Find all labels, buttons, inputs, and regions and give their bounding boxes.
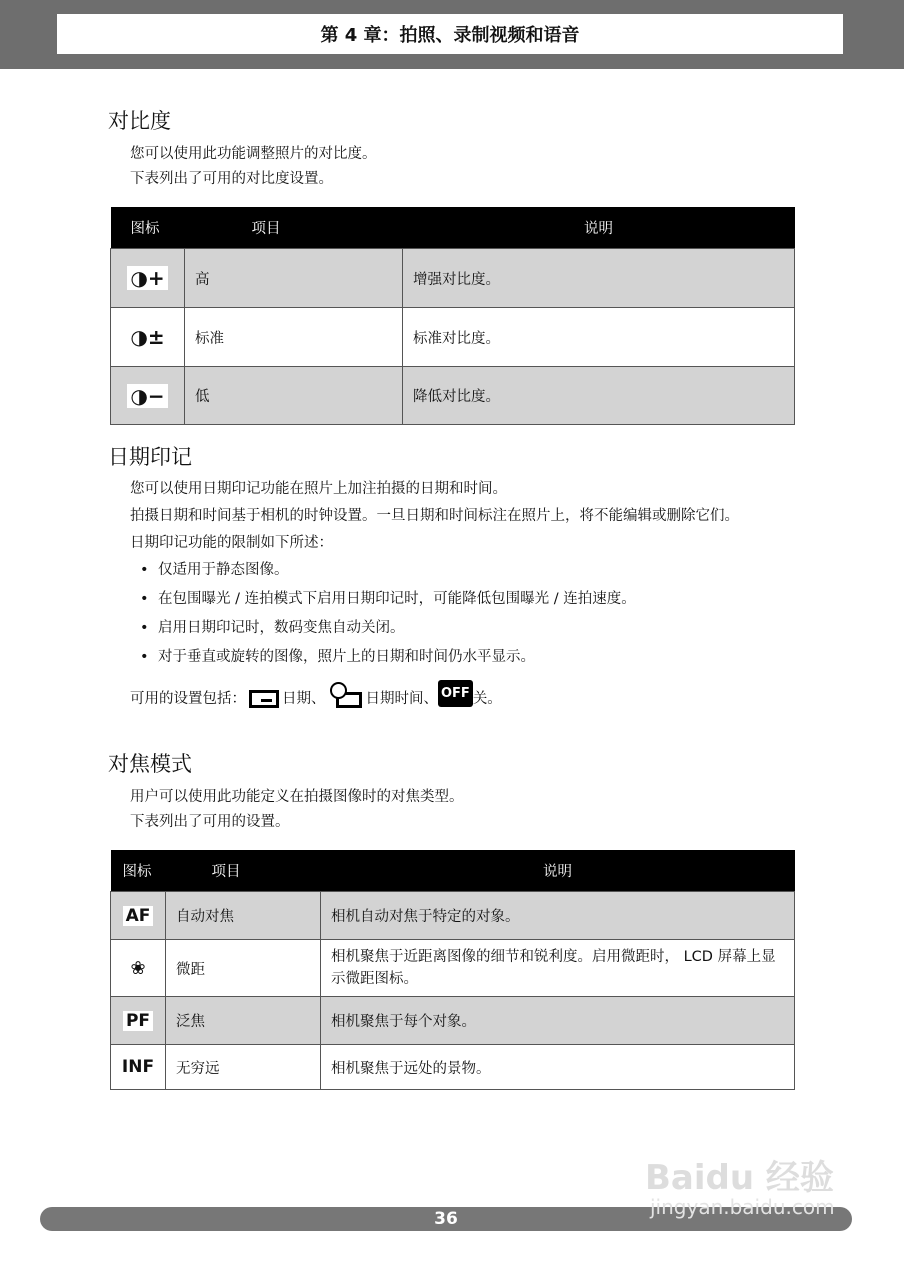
contrast-intro xyxy=(130,142,377,192)
table-row xyxy=(111,249,795,308)
desc: 相机聚焦于远处的景物。 xyxy=(321,1045,795,1090)
section-title-contrast: 对比度 xyxy=(108,109,171,133)
text-line: 下表列出了可用的设置。 xyxy=(130,814,290,830)
col-header: 图标 xyxy=(111,850,166,892)
infinity-icon: INF xyxy=(119,1057,157,1077)
macro-icon: ❀ xyxy=(127,958,148,979)
desc: 相机聚焦于近距离图像的细节和锐利度。启用微距时， LCD 屏幕上显示微距图标。 xyxy=(321,940,795,997)
text: 日期时间、 xyxy=(365,691,438,707)
watermark-url: jingyan.baidu.com xyxy=(650,1195,835,1219)
item: 高 xyxy=(185,249,403,308)
section-title-datestamp: 日期印记 xyxy=(108,445,192,469)
text-line: 用户可以使用此功能定义在拍摄图像时的对焦类型。 xyxy=(130,789,464,805)
col-header: 项目 xyxy=(166,850,321,892)
table-row xyxy=(111,367,795,425)
bullet-item: • 在包围曝光 / 连拍模式下启用日期印记时，可能降低包围曝光 / 连拍速度。 xyxy=(130,585,790,614)
text-line: 日期印记功能的限制如下所述： xyxy=(130,535,333,551)
contrast-high-icon: ◑+ xyxy=(127,266,167,290)
desc: 相机自动对焦于特定的对象。 xyxy=(321,892,795,940)
datetime-icon xyxy=(330,682,362,708)
item: 无穷远 xyxy=(166,1045,321,1090)
autofocus-icon: AF xyxy=(123,906,154,926)
table-row xyxy=(111,940,795,997)
col-header: 项目 xyxy=(185,207,403,249)
text-line: 拍摄日期和时间基于相机的时钟设置。一旦日期和时间标注在照片上，将不能编辑或删除它们。 xyxy=(130,508,739,524)
col-header: 说明 xyxy=(321,850,795,892)
desc: 增强对比度。 xyxy=(403,249,795,308)
text: 关。 xyxy=(472,691,502,707)
bullet-item: • 仅适用于静态图像。 xyxy=(130,556,790,585)
text: 日期、 xyxy=(282,691,326,707)
contrast-low-icon: ◑− xyxy=(127,384,167,408)
bullet-item: • 对于垂直或旋转的图像，照片上的日期和时间仍水平显示。 xyxy=(130,643,790,672)
item: 微距 xyxy=(166,940,321,997)
table-row xyxy=(111,1045,795,1090)
contrast-table xyxy=(110,207,795,425)
page-number: 36 xyxy=(40,1207,852,1231)
item: 自动对焦 xyxy=(166,892,321,940)
focus-table xyxy=(110,850,795,1090)
table-row xyxy=(111,892,795,940)
focus-intro xyxy=(130,785,464,835)
text-line: 您可以使用日期印记功能在照片上加注拍摄的日期和时间。 xyxy=(130,481,507,497)
table-row xyxy=(111,308,795,367)
off-icon: OFF xyxy=(438,680,473,707)
item: 泛焦 xyxy=(166,997,321,1045)
watermark-logo: Baidu 经验 xyxy=(645,1158,834,1198)
item: 低 xyxy=(185,367,403,425)
chapter-title: 第 4 章：拍照、录制视频和语音 xyxy=(57,14,843,54)
pan-focus-icon: PF xyxy=(123,1011,153,1031)
contrast-normal-icon: ◑± xyxy=(127,325,167,349)
item: 标准 xyxy=(185,308,403,367)
text-line: 您可以使用此功能调整照片的对比度。 xyxy=(130,146,377,162)
text: 可用的设置包括： xyxy=(130,691,246,707)
col-header: 说明 xyxy=(403,207,795,249)
section-title-focus: 对焦模式 xyxy=(108,752,192,776)
date-icon xyxy=(249,690,279,708)
settings-line xyxy=(130,680,790,712)
desc: 标准对比度。 xyxy=(403,308,795,367)
col-header: 图标 xyxy=(111,207,185,249)
text-line: 下表列出了可用的对比度设置。 xyxy=(130,171,333,187)
desc: 相机聚焦于每个对象。 xyxy=(321,997,795,1045)
datestamp-body xyxy=(130,477,790,712)
bullet-item: • 启用日期印记时，数码变焦自动关闭。 xyxy=(130,614,790,643)
table-row xyxy=(111,997,795,1045)
desc: 降低对比度。 xyxy=(403,367,795,425)
